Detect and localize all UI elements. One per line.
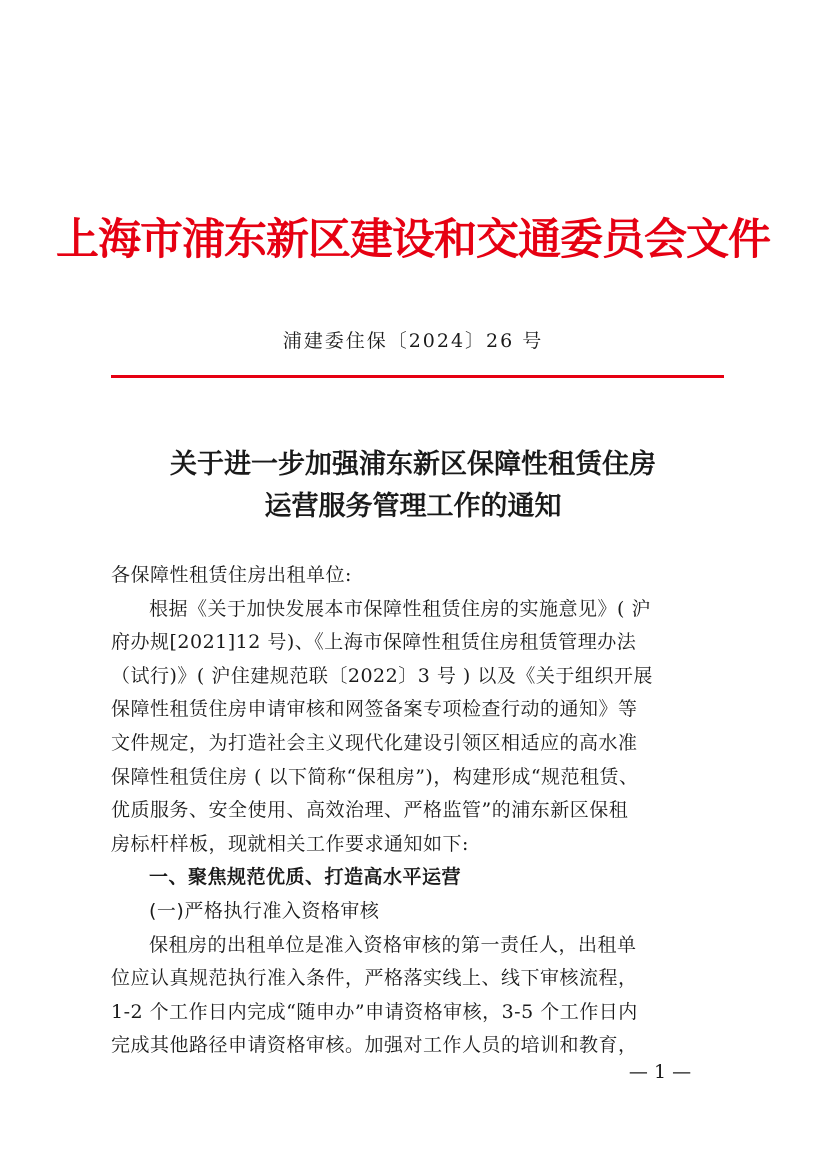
text-line: 根据《关于加快发展本市保障性租赁住房的实施意见》( 沪 xyxy=(149,597,651,620)
text-line: 保障性租赁住房申请审核和网签备案专项检查行动的通知》等 xyxy=(111,698,638,721)
subsection-heading-1: (一)严格执行准入资格审核 xyxy=(149,899,380,922)
section-heading-1: 一、聚焦规范优质、打造高水平运营 xyxy=(149,866,462,889)
text-line: 保租房的出租单位是准入资格审核的第一责任人，出租单 xyxy=(149,933,637,956)
text-line: 优质服务、安全使用、高效治理、严格监管”的浦东新区保租 xyxy=(111,799,629,822)
paragraph-1 xyxy=(111,593,726,862)
text-line: （试行)》( 沪住建规范联〔2022〕3 号 ) 以及《关于组织开展 xyxy=(111,664,653,687)
red-divider-line xyxy=(111,375,724,378)
text-line: 完成其他路径申请资格审核。加强对工作人员的培训和教育， xyxy=(111,1034,638,1057)
title-line-1: 关于进一步加强浦东新区保障性租赁住房 xyxy=(170,449,656,480)
document-title xyxy=(0,444,826,528)
text-line: 房标杆样板，现就相关工作要求通知如下: xyxy=(111,832,469,855)
paragraph-2 xyxy=(111,929,726,1063)
addressee: 各保障性租赁住房出租单位: xyxy=(111,564,352,586)
text-line: 府办规[2021]12 号)、《上海市保障性租赁住房租赁管理办法 xyxy=(111,631,637,654)
text-line: 文件规定，为打造社会主义现代化建设引领区相适应的高水准 xyxy=(111,731,638,754)
page-number: — 1 — xyxy=(628,1061,692,1083)
text-line: 1-2 个工作日内完成“随申办”申请资格审核，3-5 个工作日内 xyxy=(111,1000,638,1023)
document-number: 浦建委住保〔2024〕26 号 xyxy=(282,330,544,352)
text-line: 保障性租赁住房 ( 以下简称“保租房”)，构建形成“规范租赁、 xyxy=(111,765,639,788)
document-body xyxy=(111,559,726,1063)
title-line-2: 运营服务管理工作的通知 xyxy=(264,491,562,522)
issuer-red-header: 上海市浦东新区建设和交通委员会文件 xyxy=(56,215,770,265)
text-line: 位应认真规范执行准入条件，严格落实线上、线下审核流程， xyxy=(111,967,638,990)
